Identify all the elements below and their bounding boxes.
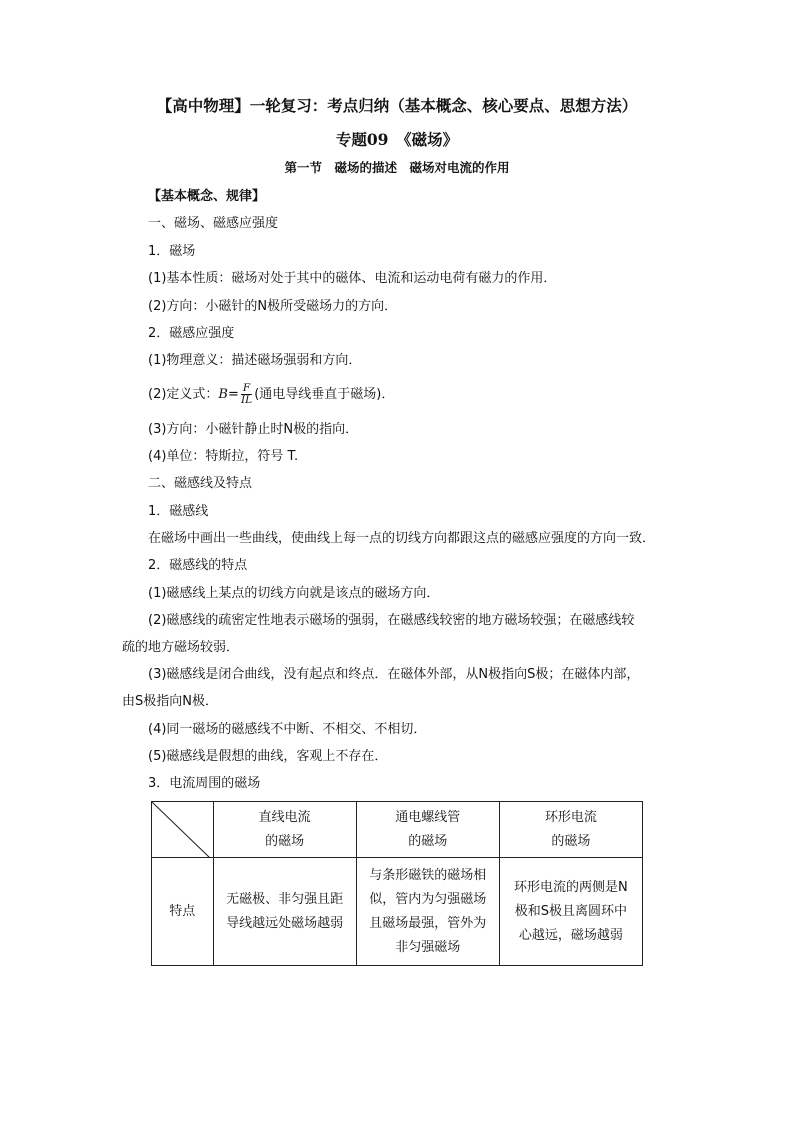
cell-line: 似，管内为匀强磁场 [369, 891, 487, 907]
subheading-features: 2．磁感线的特点 [148, 558, 248, 573]
heading-2: 二、磁感线及特点 [148, 476, 253, 491]
cell-line: 环形电流的两侧是N [514, 879, 628, 895]
paragraph: (1)物理意义：描述磁场强弱和方向． [148, 353, 362, 368]
section-title: 第一节 磁场的描述 磁场对电流的作用 [284, 160, 510, 175]
subheading-current-fields: 3．电流周围的磁场 [148, 776, 261, 791]
definition-formula-line [148, 383, 394, 406]
paragraph: (1)磁感线上某点的切线方向就是该点的磁场方向． [148, 586, 440, 601]
paragraph-continued: 由S极指向N极． [122, 694, 218, 709]
fraction-denominator: IL [240, 394, 253, 406]
subheading-magnetic-field: 1．磁场 [148, 244, 196, 259]
cell-line: 与条形磁铁的磁场相 [369, 867, 487, 883]
header-line: 直线电流 [258, 809, 311, 825]
formula-symbol-b: B [218, 387, 228, 402]
paragraph: (2)方向：小磁针的N极所受磁场力的方向． [148, 299, 398, 314]
header-line: 的磁场 [265, 833, 305, 849]
header-line: 通电螺线管 [395, 809, 461, 825]
formula-equals: = [227, 387, 239, 402]
cell-straight-current [213, 858, 356, 966]
paragraph: (1)基本性质：磁场对处于其中的磁体、电流和运动电荷有磁力的作用． [148, 271, 557, 286]
cell-solenoid [356, 858, 499, 966]
formula-fraction [241, 383, 252, 406]
paragraph-continued: 疏的地方磁场较弱． [122, 640, 240, 655]
current-field-table [151, 801, 643, 966]
subheading-field-lines: 1．磁感线 [148, 504, 209, 519]
header-straight-current [213, 802, 356, 858]
paragraph: (4)同一磁场的磁感线不中断、不相交、不相切． [148, 722, 427, 737]
concepts-heading: 【基本概念、规律】 [148, 189, 266, 204]
fraction-numerator: F [242, 382, 251, 394]
header-solenoid [356, 802, 499, 858]
cell-line: 心越远，磁场越弱 [518, 927, 623, 943]
header-line: 的磁场 [551, 833, 591, 849]
paragraph: 在磁场中画出一些曲线，使曲线上每一点的切线方向都跟这点的磁感应强度的方向一致． [148, 531, 656, 546]
header-line: 的磁场 [408, 833, 448, 849]
header-ring-current [499, 802, 642, 858]
cell-line: 且磁场最强，管外为 [369, 915, 487, 931]
table-row [152, 858, 643, 966]
formula-prefix: (2)定义式： [148, 387, 219, 402]
cell-line: 极和S极且离圆环中 [514, 903, 628, 919]
document-title: 【高中物理】一轮复习：考点归纳（基本概念、核心要点、思想方法） [156, 96, 638, 115]
topic-title: 专题09 《磁场》 [335, 130, 459, 149]
subheading-induction: 2．磁感应强度 [148, 326, 235, 341]
formula-suffix: (通电导线垂直于磁场)． [254, 387, 395, 402]
row-label: 特点 [152, 858, 214, 966]
heading-1: 一、磁场、磁感应强度 [148, 216, 279, 231]
paragraph: (3)方向：小磁针静止时N极的指向． [148, 422, 359, 437]
cell-line: 非匀强磁场 [395, 939, 461, 955]
header-line: 环形电流 [544, 809, 597, 825]
cell-line: 导线越远处磁场越弱 [226, 915, 344, 931]
table-header-row [152, 802, 643, 858]
cell-line: 无磁极、非匀强且距 [226, 891, 344, 907]
diagonal-line [152, 802, 210, 858]
paragraph: (2)磁感线的疏密定性地表示磁场的强弱，在磁感线较密的地方磁场较强；在磁感线较 [148, 613, 635, 628]
paragraph: (5)磁感线是假想的曲线，客观上不存在． [148, 749, 388, 764]
paragraph: (3)磁感线是闭合曲线，没有起点和终点．在磁体外部，从N极指向S极；在磁体内部， [148, 667, 640, 682]
cell-ring-current [499, 858, 642, 966]
corner-cell [152, 802, 214, 858]
paragraph: (4)单位：特斯拉，符号 T. [148, 449, 299, 464]
